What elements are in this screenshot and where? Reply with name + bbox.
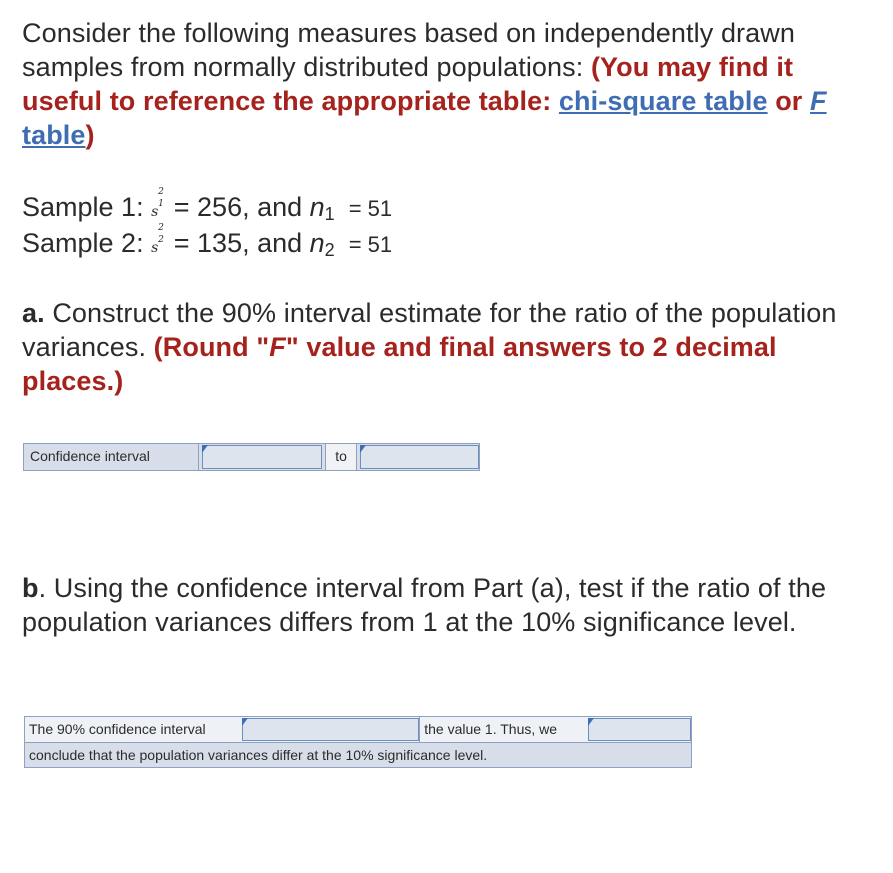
confidence-interval-table — [23, 443, 480, 471]
ci-to-label: to — [325, 444, 356, 470]
sample-2-line: Sample 2: s 2 2 = 135, and n2 = 51 — [22, 225, 392, 266]
sample-2-n: n2 — [309, 228, 335, 260]
confidence-interval-label: Confidence interval — [24, 444, 199, 470]
sample-1-variance-symbol: s 2 1 — [151, 187, 164, 220]
f-table-link[interactable]: F table — [22, 86, 827, 150]
hypothesis-test-table — [24, 716, 692, 768]
ci-sentence-middle: the value 1. Thus, we — [419, 717, 588, 742]
conclusion-select[interactable] — [588, 718, 691, 741]
part-b-prompt: b. Using the confidence interval from Part (a), test if the ratio of the population variances differs from 1 at the 10% significance level. — [22, 573, 827, 637]
part-a-prompt: a. Construct the 90% interval estimate for the ratio of the population variances. (Round "F" value and final answers to 2 decimal places.) — [22, 298, 837, 396]
hypothesis-row-1 — [25, 717, 691, 743]
sample-1-n-value: = 51 — [348, 196, 393, 221]
ci-sentence-start: The 90% confidence interval — [29, 721, 206, 737]
ci-upper-input[interactable] — [360, 445, 479, 469]
sample-2-n-value: = 51 — [348, 232, 393, 257]
chi-square-table-link[interactable]: chi-square table — [558, 86, 768, 116]
conclusion-sentence: conclude that the population variances differ at the 10% significance level. — [25, 743, 691, 767]
intro-text: Consider the following measures based on independently drawn samples from normally distributed populations: — [22, 18, 795, 82]
sample-1-line: Sample 1: s 2 1 = 256, and n1 = 51 — [22, 189, 392, 230]
ci-lower-input[interactable] — [202, 445, 322, 469]
sample-2-variance-symbol: s 2 2 — [151, 223, 164, 256]
instruction-text: (You may find it useful to reference the appropriate table: chi-square table or F table) — [22, 52, 827, 150]
contains-select[interactable] — [242, 718, 419, 741]
rounding-instruction: (Round "F" value and final answers to 2 decimal places.) — [22, 332, 777, 396]
sample-1-n: n1 — [309, 192, 335, 224]
intro-paragraph — [22, 16, 862, 152]
